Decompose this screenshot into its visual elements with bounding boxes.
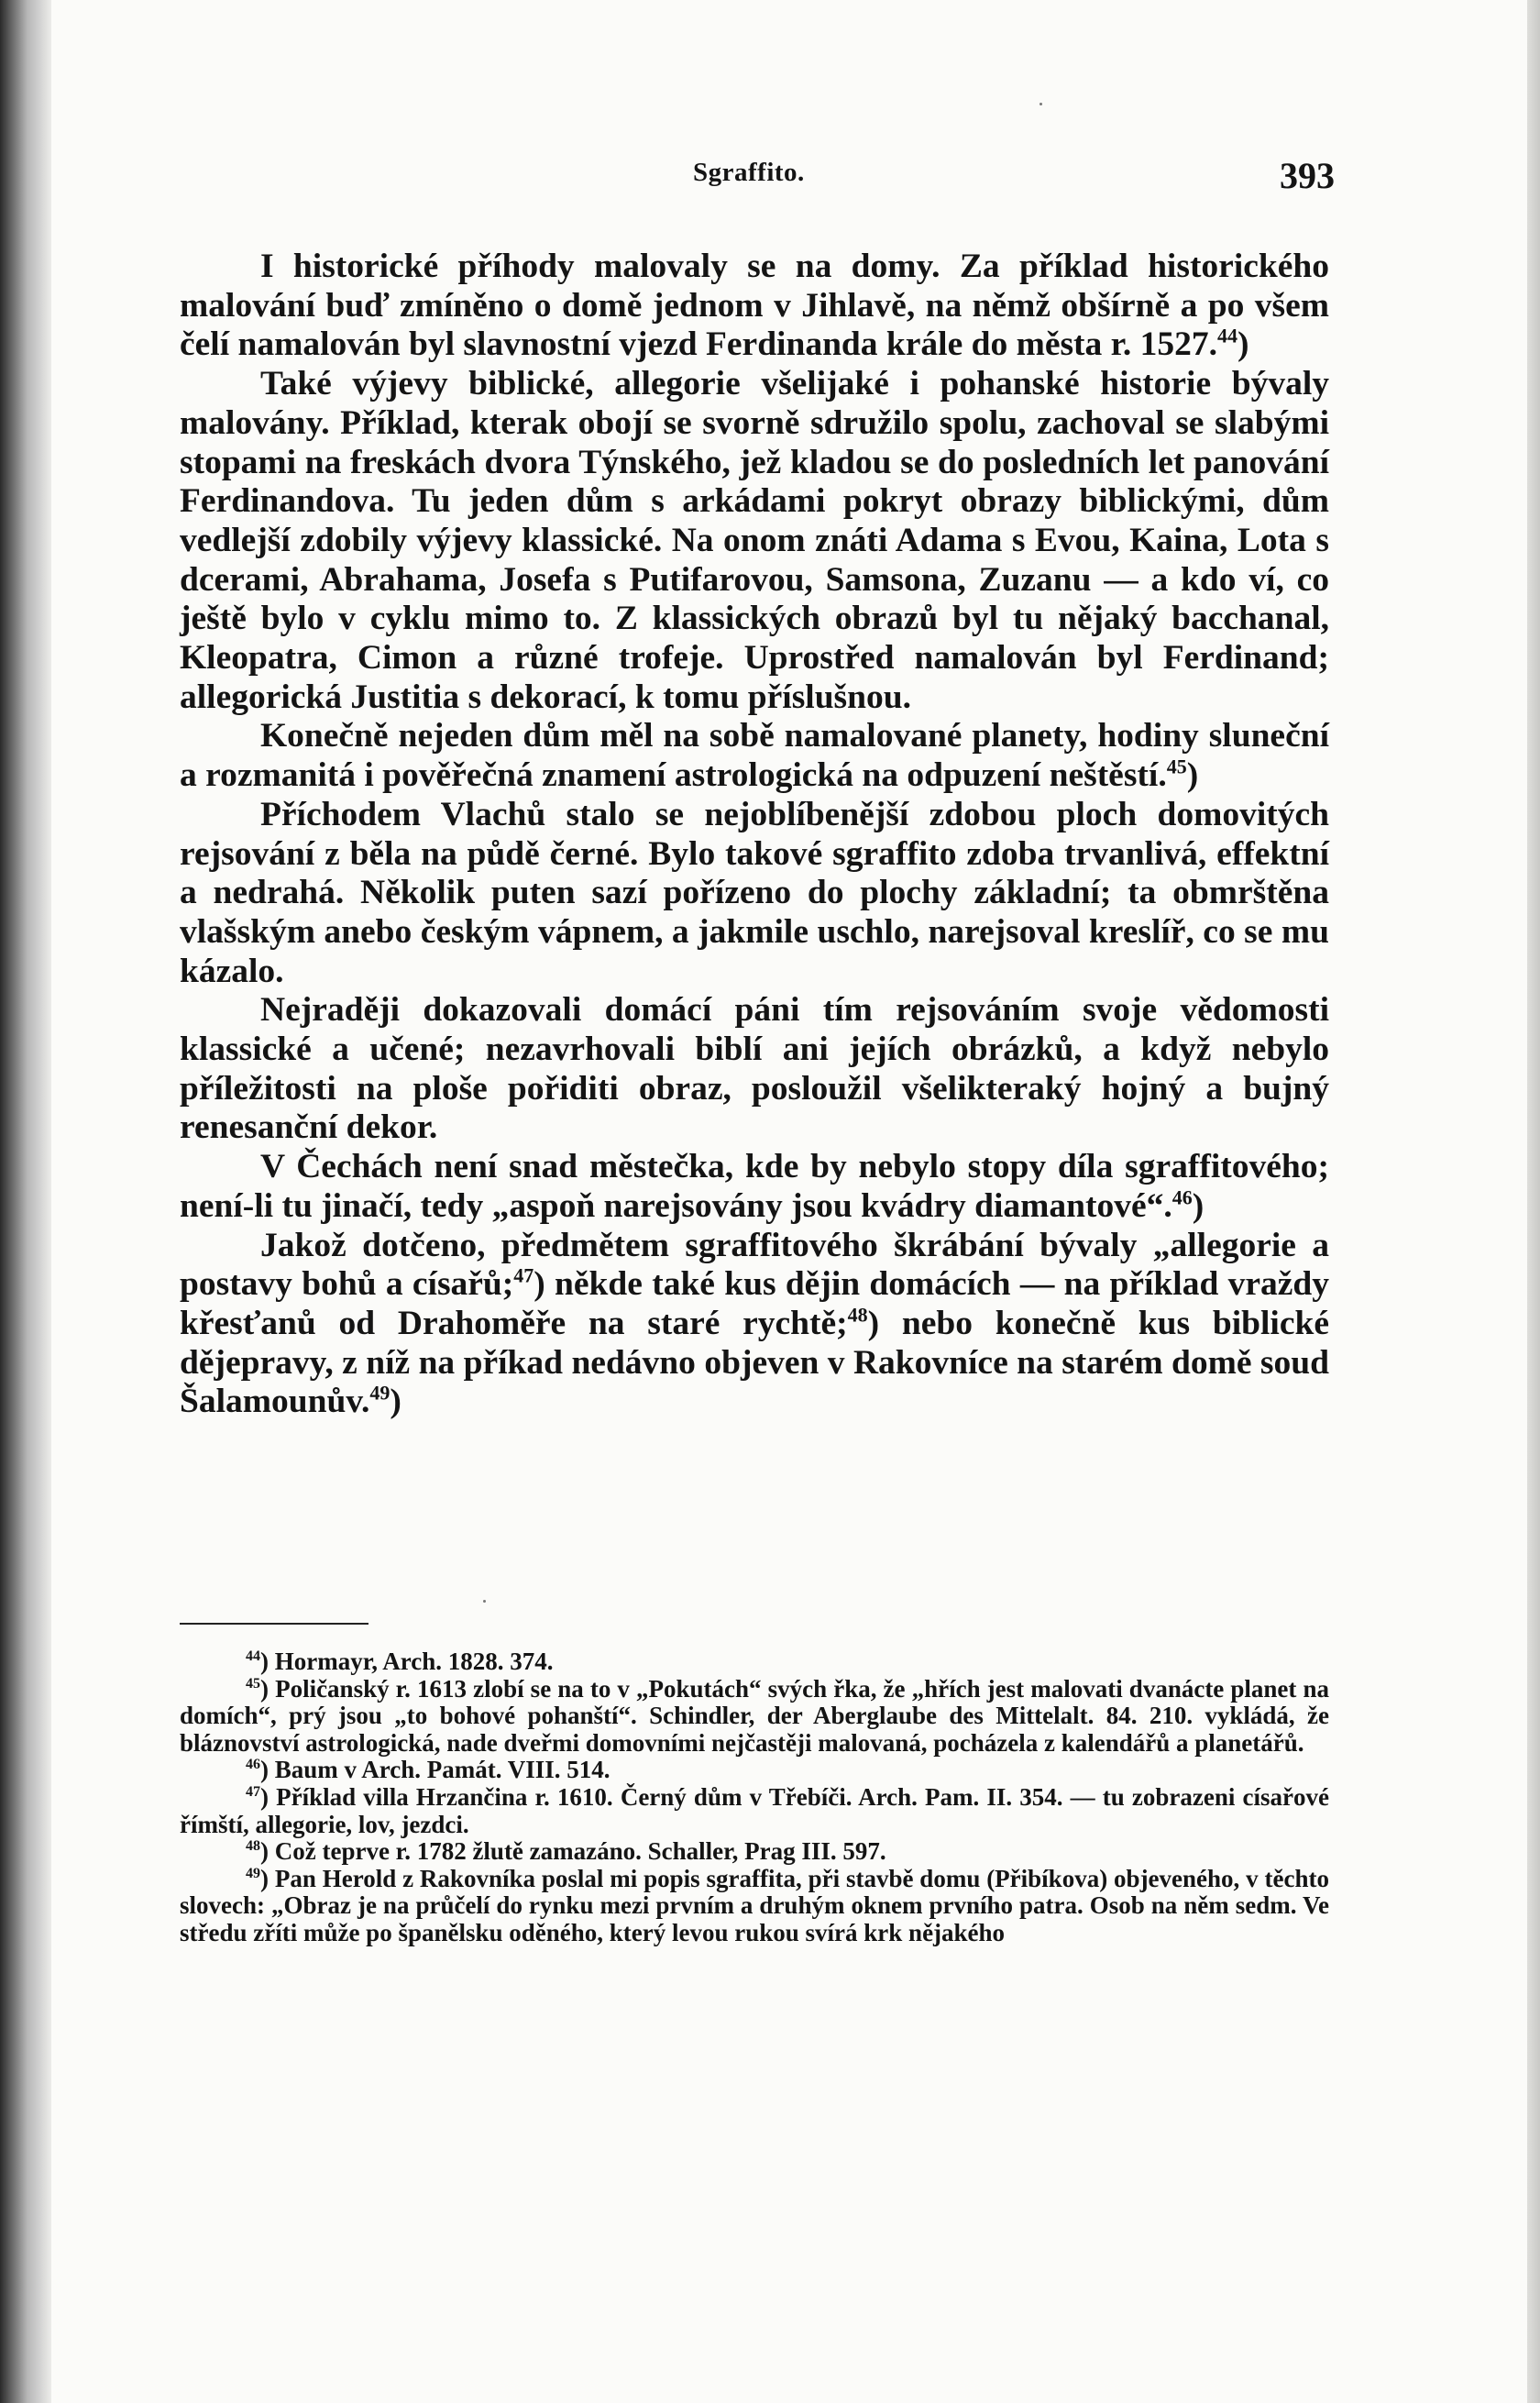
- footnote-mark: 47: [246, 1783, 260, 1800]
- footnote-mark: 45: [246, 1675, 260, 1692]
- footnote: $^{44}$) Hormayr, Arch. 1828. 374.: [246, 1648, 554, 1675]
- footnote-ref: 49: [369, 1381, 390, 1405]
- running-title: Sgraffito.: [693, 158, 805, 187]
- paragraph: Příchodem Vlachů stalo se nejoblíbenější zdobou ploch domovitých rejsování z běla na půdě černé. Bylo takové sgraffito zdoba trvanlivá, effektní a nedrahá. Několik puten sazí pořízeno do plochy základní; ta obmrštěna vlašským anebo českým vápnem, a jakmile uschlo, narejsoval kreslíř, co se mu kázalo.: [180, 795, 1329, 990]
- footnotes: [180, 1648, 1329, 1947]
- footnote-mark: 49: [246, 1865, 260, 1881]
- footnote: $^{48}$) Což teprve r. 1782 žlutě zamazáno. Schaller, Prag III. 597.: [246, 1837, 886, 1866]
- footnote-ref: 46: [1172, 1185, 1193, 1209]
- paper-speck: [1040, 103, 1042, 105]
- running-head: [180, 154, 1335, 200]
- footnote-ref: 44: [1217, 324, 1238, 347]
- paragraph: Jakož dotčeno, předmětem sgraffitového škrábání bývaly „allegorie a postavy bohů a císařů;$^{47}$) někde také kus dějin domácích — na příklad vraždy křesťanů od Drahoměře na staré rychtě;$^{48}$) nebo konečně kus biblické dějepravy, z níž na příkad nedávno objeven v Rakovníce na starém domě soud Šalamounův.$^{49}$): [180, 1226, 1329, 1421]
- paragraph: Konečně nejeden dům měl na sobě namalované planety, hodiny sluneční a rozmanitá i pověřečná znamení astrologická na odpuzení neštěstí.$^{45}$): [180, 717, 1329, 795]
- binding-shadow: [0, 0, 51, 2403]
- footnote-ref: 48: [847, 1303, 868, 1327]
- footnote: $^{45}$) Poličanský r. 1613 zlobí se na to v „Pokutách“ svých řka, že „hřích jest malovati dvanácte planet na domích“, prý jsou „to bohové pohanští“. Schindler, der Aberglaube des Mittelalt. 84. 210. vykládá, že bláznovství astrologická, nade dveřmi domovními nejčastěji malovaná, pocházela z kalendářů a planetářů.: [180, 1674, 1329, 1757]
- page-number: 393: [1280, 155, 1335, 196]
- paragraph: Nejraději dokazovali domácí páni tím rejsováním svoje vědomosti klassické a učené; nezavrhovali biblí ani jejích obrázků, a když nebylo příležitosti na ploše pořiditi obraz, posloužil všelikteraký hojný a bujný renesanční dekor.: [180, 991, 1329, 1147]
- paragraph: V Čechách není snad městečka, kde by nebylo stopy díla sgraffitového; není-li tu jinačí, tedy „aspoň narejsovány jsou kvádry diamantové“.$^{46}$): [180, 1148, 1329, 1225]
- footnote-mark: 44: [246, 1648, 260, 1664]
- paragraph: I historické příhody malovaly se na domy. Za příklad historického malování buď zmíněno o domě jednom v Jihlavě, na němž obšírně a po všem čelí namalován byl slavnostní vjezd Ferdinanda krále do města r. 1527.44): [180, 248, 1329, 364]
- body-text: [180, 248, 1329, 1422]
- footnote-ref: 45: [1166, 755, 1187, 778]
- footnote: $^{46}$) Baum v Arch. Památ. VIII. 514.: [246, 1756, 610, 1784]
- footnote-ref: 47: [513, 1263, 534, 1287]
- footnote: $^{49}$) Pan Herold z Rakovníka poslal mi popis sgraffita, při stavbě domu (Přibíkova) objeveného, v těchto slovech: „Obraz je na průčelí do rynku mezi prvním a druhým oknem prvního patra. Osob na něm sedm. Ve středu zříti může po španělsku oděného, který levou rukou svírá krk nějakého: [180, 1864, 1329, 1946]
- paper-speck: [483, 1600, 486, 1603]
- paragraph: Také výjevy biblické, allegorie všelijaké i pohanské historie bývaly malovány. Příklad, kterak obojí se svorně sdružilo spolu, zachoval se slabými stopami na freskách dvora Týnského, jež kladou se do posledních let panování Ferdinandova. Tu jeden dům s arkádami pokryt obrazy biblickými, dům vedlejší zdobily výjevy klassické. Na onom znáti Adama s Evou, Kaina, Lota s dcerami, Abrahama, Josefa s Putifarovou, Samsona, Zuzanu — a kdo ví, co ještě bylo v cyklu mimo to. Z klassických obrazů byl tu nějaký bacchanal, Kleopatra, Cimon a různé trofeje. Uprostřed namalován byl Ferdinand; allegorická Justitia s dekorací, k tomu příslušnou.: [180, 365, 1329, 716]
- footnote-mark: 46: [246, 1757, 260, 1773]
- footnote-rule: [180, 1623, 368, 1625]
- footnote-mark: 48: [246, 1838, 260, 1855]
- footnote: $^{47}$) Příklad villa Hrzančina r. 1610. Černý dům v Třebíči. Arch. Pam. II. 354. — tu zobrazeni císařové římští, allegorie, lov, jezdci.: [180, 1782, 1329, 1838]
